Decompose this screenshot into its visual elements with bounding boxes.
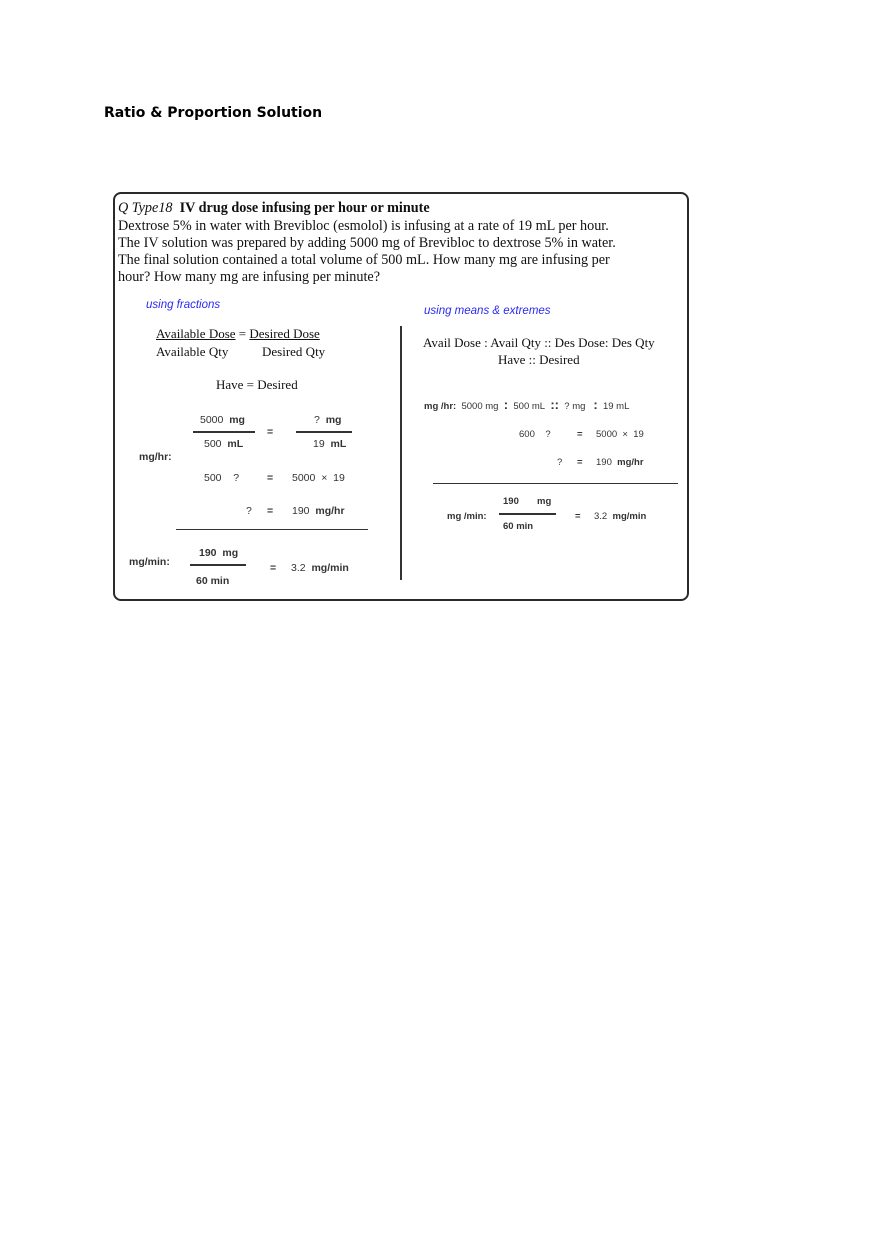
f1-num: 5000: [200, 414, 224, 426]
min-numerator: 190 mg: [199, 547, 239, 559]
problem-line: The final solution contained a total volume of 500 mL. How many mg are infusing per: [118, 252, 610, 268]
problem-title-text: IV drug dose infusing per hour or minute: [179, 200, 430, 216]
ratio-term: ? mg: [564, 401, 586, 412]
means-have-desired: Have :: Desired: [498, 352, 580, 367]
desired-qty: Desired Qty: [262, 344, 326, 359]
fraction-bar: [190, 564, 246, 566]
step1-right: 5000 × 19: [292, 472, 345, 484]
equals: =: [575, 511, 581, 522]
qtype: Q Type18: [118, 200, 173, 216]
f1-numerator: [200, 415, 245, 426]
means-min-den: 60 min: [503, 521, 534, 532]
means-min-num-unit: mg: [537, 496, 552, 507]
ratio-term: 19 mL: [602, 401, 630, 412]
equals: =: [270, 562, 277, 574]
equals: =: [267, 472, 274, 484]
result-unit: mg/hr: [617, 457, 644, 468]
ratio-term: 500 mL: [513, 401, 546, 412]
fractions-formula-top: [156, 327, 320, 340]
divider: [433, 483, 678, 484]
problem-title: [118, 201, 430, 215]
f2-den-unit: mL: [330, 438, 347, 450]
ratio-colon: :: [503, 397, 509, 412]
divider: [176, 529, 368, 530]
problem-line: Dextrose 5% in water with Brevibloc (esmolol) is infusing at a rate of 19 mL per hour.: [118, 218, 609, 234]
f1-num-unit: mg: [229, 414, 245, 426]
f1-den-unit: mL: [227, 438, 244, 450]
desired-dose: Desired Dose: [249, 326, 320, 341]
min-denominator: 60 min: [196, 575, 230, 587]
means-min-num-value: 190: [503, 496, 519, 507]
result-mg-hr: 190: [292, 505, 310, 517]
equals: =: [577, 429, 583, 440]
available-dose: Available Dose: [156, 326, 236, 341]
result-mg-min: 3.2: [291, 562, 306, 574]
means-step2-left: ?: [557, 457, 563, 468]
ratio-colon: :: [593, 397, 598, 412]
means-result-mg-hr: 190: [596, 457, 612, 468]
problem-line: The IV solution was prepared by adding 5000 mg of Brevibloc to dextrose 5% in water.: [118, 235, 616, 251]
means-result-mg-min: 3.2: [594, 511, 608, 522]
means-label: using means & extremes: [424, 305, 551, 317]
problem-line: hour? How many mg are infusing per minute?: [118, 269, 381, 285]
f2-den: 19: [313, 438, 325, 450]
equals: =: [267, 426, 274, 438]
fraction-bar: [499, 513, 556, 515]
result-unit: mg/min: [612, 511, 647, 522]
f2-num: ?: [314, 414, 320, 426]
equals: =: [238, 326, 247, 341]
result-unit: mg/min: [311, 562, 349, 574]
fractions-label: using fractions: [146, 299, 221, 311]
ratio-term: 5000 mg: [461, 401, 499, 412]
equals: =: [577, 457, 583, 468]
f1-den: 500: [204, 438, 222, 450]
means-step1-left: 600 ?: [519, 429, 551, 440]
have-desired: Have = Desired: [216, 377, 298, 392]
f1-denominator: [204, 439, 243, 450]
result-unit: mg/hr: [315, 505, 345, 517]
mg-min-label: mg/min:: [129, 556, 170, 568]
step1-left: 500 ?: [204, 472, 240, 484]
means-mg-min-label: mg /min:: [447, 511, 487, 522]
mg-hr-label: mg /hr:: [424, 401, 457, 412]
ratio-double-colon: ::: [550, 397, 560, 412]
equals: =: [267, 505, 274, 517]
step2-left: ?: [246, 505, 252, 517]
vertical-divider: [400, 326, 402, 580]
means-formula: Avail Dose : Avail Qty :: Des Dose: Des Qty: [423, 335, 655, 350]
page-heading: Ratio & Proportion Solution: [104, 105, 323, 121]
fraction-bar: [193, 431, 255, 433]
f2-num-unit: mg: [325, 414, 342, 426]
means-ratio-row: [424, 398, 629, 412]
mg-hr-label: mg/hr:: [139, 451, 172, 463]
fraction-bar: [296, 431, 352, 433]
available-qty: Available Qty: [156, 344, 229, 359]
means-step1-right: 5000 × 19: [596, 429, 644, 440]
